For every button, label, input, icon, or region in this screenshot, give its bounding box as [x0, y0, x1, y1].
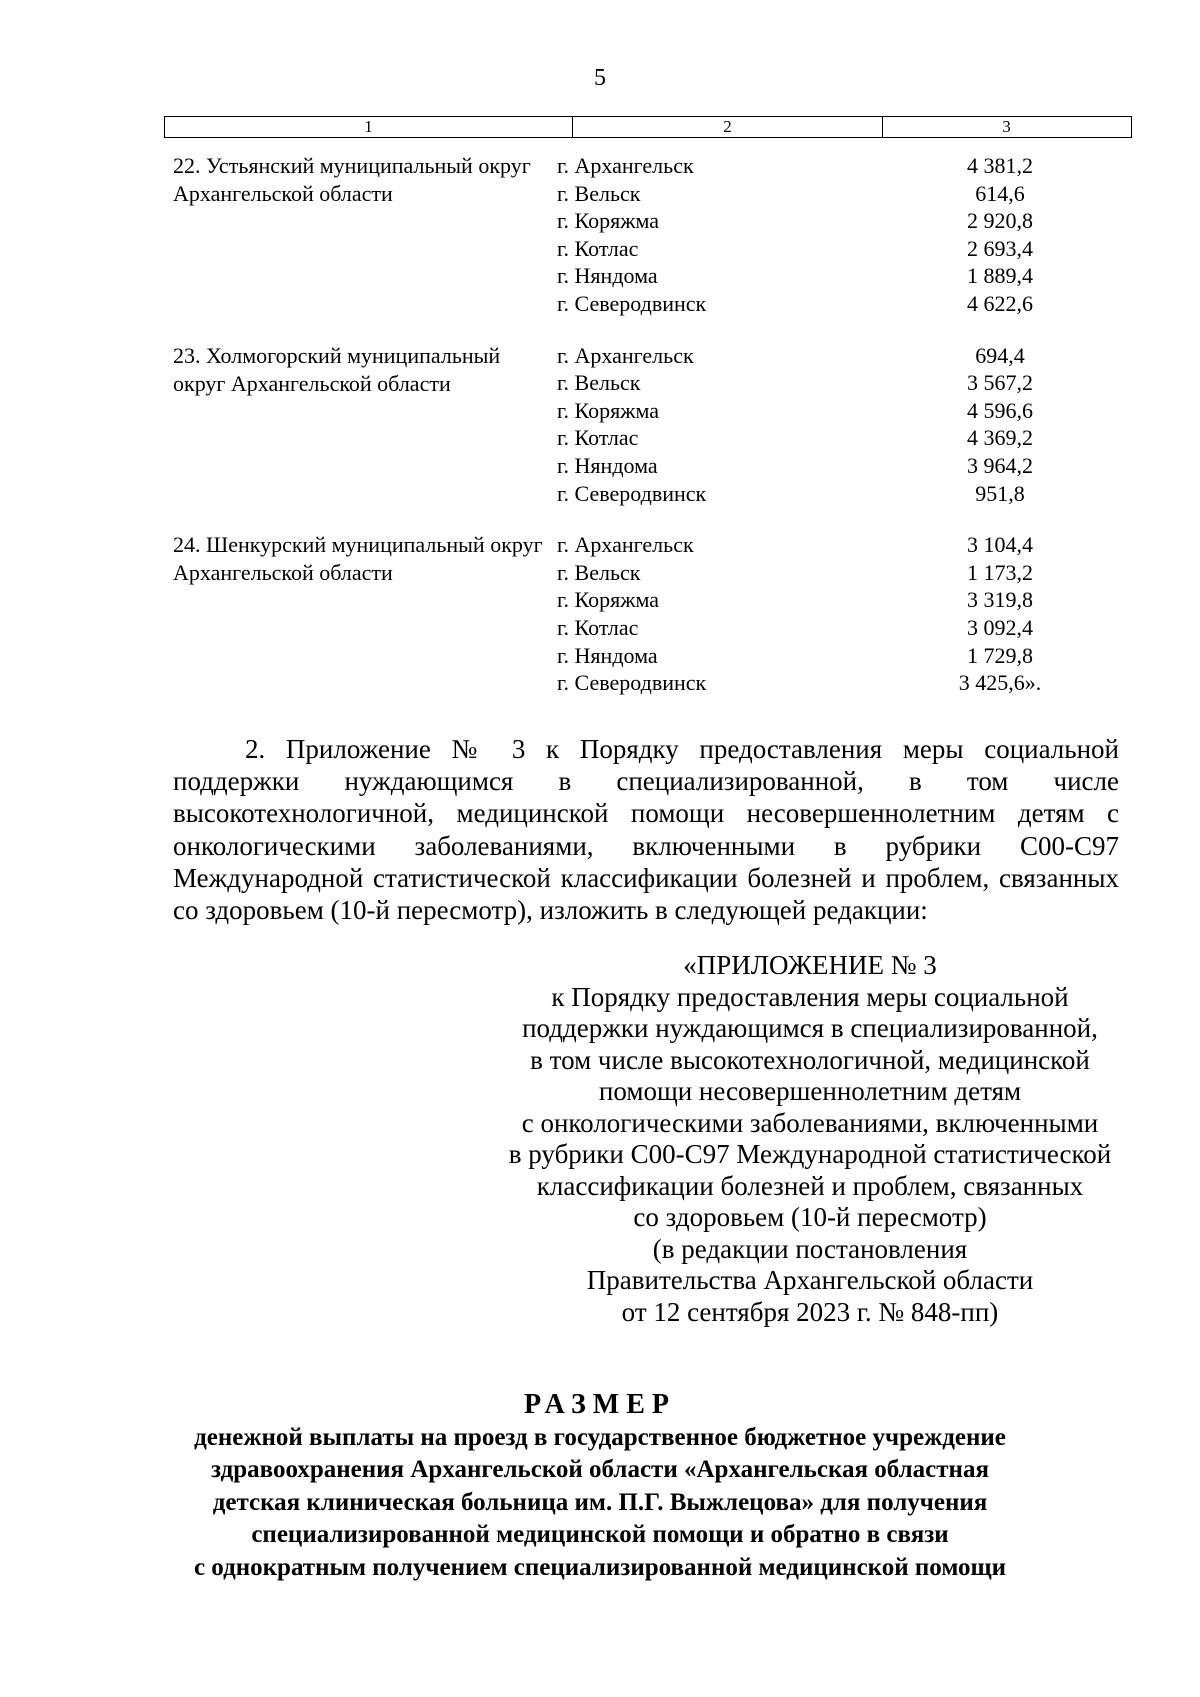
- subtitle-line: здравоохранения Архангельской области «Архангельская областная: [210, 1456, 989, 1484]
- payment-value: 3 964,2: [967, 452, 1033, 478]
- document-title-block: [0, 1388, 1200, 1584]
- appendix-line: поддержки нуждающимся в специализированной,: [522, 1013, 1098, 1043]
- payment-value: 1 173,2: [967, 559, 1033, 585]
- table-row: [557, 369, 1113, 397]
- city-name: г. Няндома: [557, 263, 658, 289]
- payment-value: 1 729,8: [967, 642, 1033, 668]
- table-row: [557, 342, 1113, 370]
- payment-value: 2 693,4: [967, 235, 1033, 261]
- table-row: [557, 642, 1113, 670]
- city-name: г. Архангельск: [557, 342, 694, 368]
- appendix-heading: [480, 950, 1140, 1328]
- table-row: [557, 207, 1113, 235]
- table-column-header: [164, 116, 1132, 138]
- payment-value: 3 319,8: [967, 587, 1033, 613]
- city-name: г. Северодвинск: [557, 480, 707, 506]
- appendix-line: Правительства Архангельской области: [586, 1265, 1034, 1295]
- appendix-line: с онкологическими заболеваниями, включенными: [521, 1107, 1099, 1138]
- city-name: г. Коряжма: [557, 397, 659, 423]
- subtitle-line: детская клиническая больница им. П.Г. Выжлецова» для получения: [212, 1488, 988, 1516]
- district-name: 23. Холмогорский муниципальный округ Архангельской области: [173, 342, 501, 396]
- page-number: 5: [594, 65, 606, 91]
- appendix-line: классификации болезней и проблем, связанных: [536, 1170, 1084, 1201]
- city-name: г. Няндома: [557, 642, 658, 668]
- payment-value: 4 381,2: [967, 153, 1033, 178]
- city-name: г. Няндома: [557, 452, 658, 478]
- table-row: [557, 235, 1113, 263]
- city-name: г. Котлас: [557, 614, 639, 640]
- column-number-2: 2: [573, 117, 883, 137]
- table-row: [557, 452, 1113, 480]
- payment-value: 951,8: [975, 480, 1025, 506]
- column-number-1: 1: [165, 117, 573, 137]
- payment-value: 4 369,2: [967, 425, 1033, 451]
- payment-value: 3 425,6».: [958, 670, 1042, 696]
- payment-value: 3 567,2: [967, 370, 1033, 396]
- payment-value: 614,6: [975, 180, 1025, 206]
- city-name: г. Вельск: [557, 559, 641, 585]
- appendix-line: от 12 сентября 2023 г. № 848-пп): [621, 1296, 999, 1327]
- district-name: 22. Устьянский муниципальный округ Архангельской области: [173, 153, 531, 206]
- city-name: г. Северодвинск: [557, 670, 707, 696]
- city-name: г. Архангельск: [557, 153, 694, 178]
- appendix-line: к Порядку предоставления меры социальной: [551, 981, 1069, 1012]
- payment-value: 3 092,4: [967, 614, 1033, 640]
- city-name: г. Котлас: [557, 235, 639, 261]
- appendix-line: (в редакции постановления: [652, 1233, 968, 1264]
- table-group: [173, 152, 1113, 318]
- table-row: [557, 180, 1113, 208]
- amendment-paragraph: 2. Приложение № 3 к Порядку предоставления меры социальной поддержки нуждающимся в специализированной, в том числе высокотехнологичной, медицинской помощи несовершеннолетним детям с онкологическими заболеваниями, включенными в рубрики С00-С97 Международной статистической классификации болезней и проблем, связанных со здоровьем (10-й пересмотр), изложить в следующей редакции:: [173, 734, 1119, 926]
- payment-value: 4 622,6: [967, 290, 1033, 316]
- payment-value: 2 920,8: [967, 208, 1033, 234]
- document-subtitle: [0, 1422, 1200, 1584]
- appendix-line: помощи несовершеннолетним детям: [598, 1076, 1022, 1106]
- appendix-line: в том числе высокотехнологичной, медицинской: [530, 1044, 1090, 1075]
- table-row: [557, 152, 1113, 180]
- city-name: г. Коряжма: [557, 208, 659, 234]
- subtitle-line: специализированной медицинской помощи и обратно в связи: [251, 1521, 949, 1549]
- table-group: [173, 531, 1113, 697]
- table-row: [557, 262, 1113, 290]
- table-row: [557, 669, 1113, 697]
- payment-value: 4 596,6: [967, 397, 1033, 423]
- table-row: [557, 559, 1113, 587]
- table-row: [557, 614, 1113, 642]
- table-row: [557, 586, 1113, 614]
- table-row: [557, 397, 1113, 425]
- table-row: [557, 290, 1113, 318]
- subtitle-line: с однократным получением специализированной медицинской помощи: [193, 1553, 1007, 1581]
- city-name: г. Северодвинск: [557, 290, 707, 316]
- column-number-3: 3: [1002, 117, 1011, 136]
- appendix-line: в рубрики С00-С97 Международной статистической: [508, 1139, 1112, 1169]
- city-name: г. Вельск: [557, 370, 641, 396]
- city-name: г. Коряжма: [557, 587, 659, 613]
- table-group: [173, 342, 1113, 508]
- city-name: г. Архангельск: [557, 532, 694, 558]
- city-name: г. Вельск: [557, 180, 641, 206]
- table-row: [557, 424, 1113, 452]
- table-row: [557, 531, 1113, 559]
- district-name: 24. Шенкурский муниципальный округ Архангельской области: [173, 532, 543, 586]
- payment-value: 694,4: [975, 342, 1025, 368]
- document-title: РАЗМЕР: [523, 1389, 677, 1420]
- appendix-line: «ПРИЛОЖЕНИЕ № 3: [683, 950, 937, 980]
- appendix-line: со здоровьем (10-й пересмотр): [633, 1202, 987, 1232]
- payment-value: 1 889,4: [967, 263, 1033, 289]
- table-body: [173, 152, 1113, 697]
- city-name: г. Котлас: [557, 425, 639, 451]
- table-row: [557, 480, 1113, 508]
- payment-value: 3 104,4: [967, 532, 1033, 558]
- subtitle-line: денежной выплаты на проезд в государственное бюджетное учреждение: [194, 1424, 1006, 1451]
